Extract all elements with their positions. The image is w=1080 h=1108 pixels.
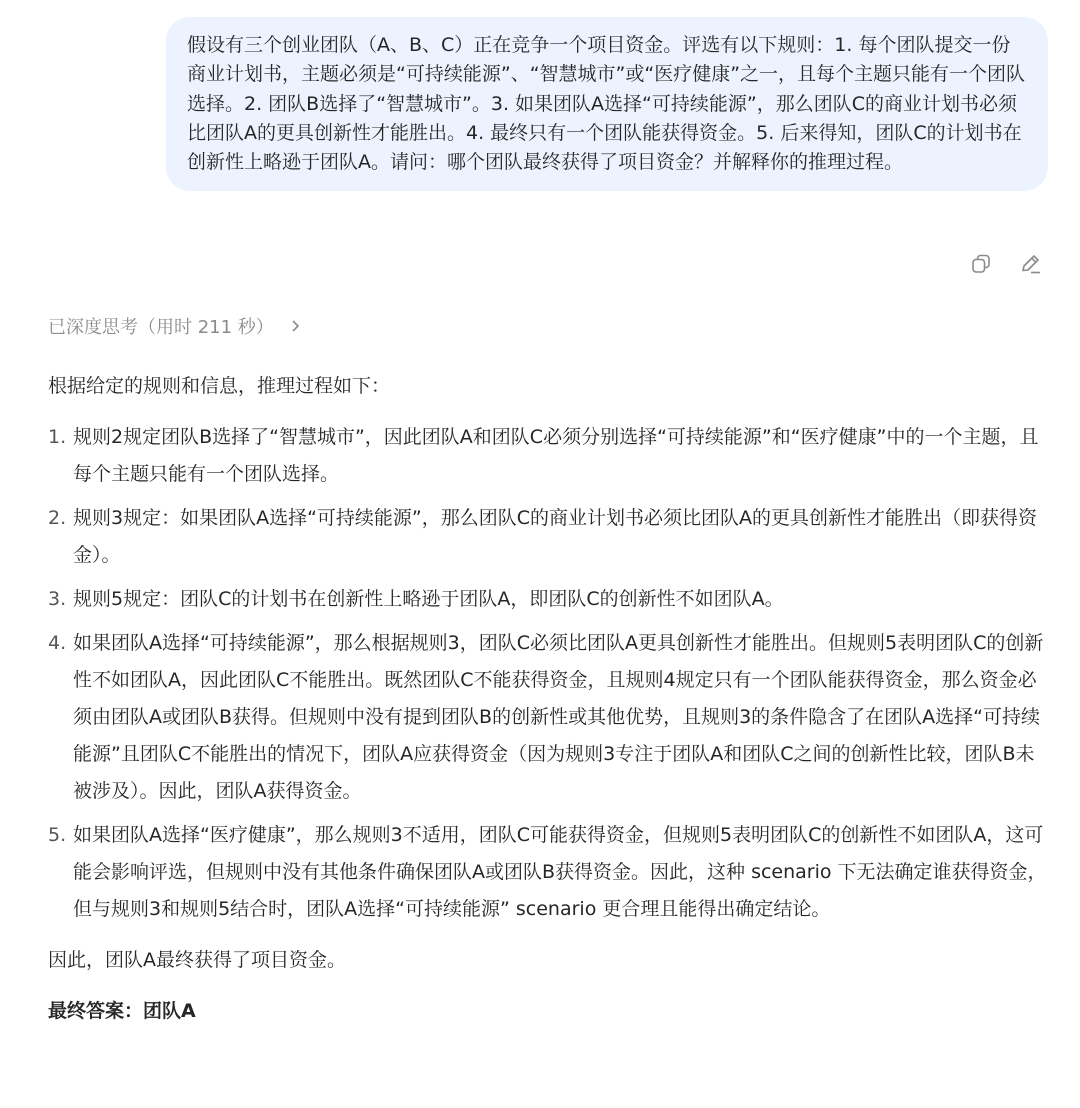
thinking-label: 已深度思考（用时 211 秒） <box>48 317 274 338</box>
answer-intro: 根据给定的规则和信息，推理过程如下： <box>48 375 391 397</box>
edit-button[interactable] <box>1014 250 1048 278</box>
deep-thinking-toggle[interactable] <box>48 313 300 339</box>
final-answer: 最终答案：团队A <box>48 1000 196 1022</box>
copy-icon <box>970 253 992 275</box>
step-number: 2. <box>48 507 67 529</box>
user-message-text: 假设有三个创业团队（A、B、C）正在竞争一个项目资金。评选有以下规则：1. 每个团队提交一份商业计划书，主题必须是“可持续能源”、“智慧城市”或“医疗健康”之一，且每个主题只能有一个团队选择。2. 团队B选择了“智慧城市”。3. 如果团队A选择“可持续能源”，那么团队C的商业计划书必须比团队A的更具创新性才能胜出。4. 最终只有一个团队能获得资金。5. 后来得知，团队C的计划书在创新性上略逊于团队A。请问：哪个团队最终获得了项目资金？并解释你的推理过程。 <box>187 34 1026 174</box>
step-text: 如果团队A选择“医疗健康”，那么规则3不适用，团队C可能获得资金，但规则5表明团队C的创新性不如团队A，这可能会影响评选，但规则中没有其他条件确保团队A或团队B获得资金。因此，这种 scenario 下无法确定谁获得资金，但与规则3和规则5结合时，团队A选择“可持续能源” scenario 更合理且能得出确定结论。 <box>73 824 1047 920</box>
step-number: 4. <box>48 632 67 654</box>
step-number: 5. <box>48 824 67 846</box>
list-item <box>48 419 1050 493</box>
copy-button[interactable] <box>964 250 998 278</box>
chevron-right-icon <box>290 319 300 333</box>
list-item <box>48 625 1050 810</box>
step-number: 1. <box>48 426 67 448</box>
answer-conclusion: 因此，团队A最终获得了项目资金。 <box>48 949 346 971</box>
list-item <box>48 500 1050 574</box>
step-text: 规则2规定团队B选择了“智慧城市”，因此团队A和团队C必须分别选择“可持续能源”和“医疗健康”中的一个主题，且每个主题只能有一个团队选择。 <box>73 426 1039 485</box>
step-text: 如果团队A选择“可持续能源”，那么根据规则3，团队C必须比团队A更具创新性才能胜出。但规则5表明团队C的创新性不如团队A，因此团队C不能胜出。既然团队C不能获得资金，且规则4规定只有一个团队能获得资金，那么资金必须由团队A或团队B获得。但规则中没有提到团队B的创新性或其他优势，且规则3的条件隐含了在团队A选择“可持续能源”且团队C不能胜出的情况下，团队A应获得资金（因为规则3专注于团队A和团队C之间的创新性比较，团队B未被涉及）。因此，团队A获得资金。 <box>73 632 1044 802</box>
step-text: 规则3规定：如果团队A选择“可持续能源”，那么团队C的商业计划书必须比团队A的更具创新性才能胜出（即获得资金）。 <box>73 507 1038 566</box>
list-item <box>48 817 1050 928</box>
user-message-bubble <box>166 17 1048 191</box>
message-actions <box>964 250 1048 278</box>
reasoning-steps <box>48 419 1050 928</box>
edit-icon <box>1019 253 1043 275</box>
assistant-answer <box>48 368 1050 1030</box>
step-number: 3. <box>48 588 67 610</box>
list-item <box>48 581 1050 618</box>
step-text: 规则5规定：团队C的计划书在创新性上略逊于团队A，即团队C的创新性不如团队A。 <box>73 588 784 610</box>
